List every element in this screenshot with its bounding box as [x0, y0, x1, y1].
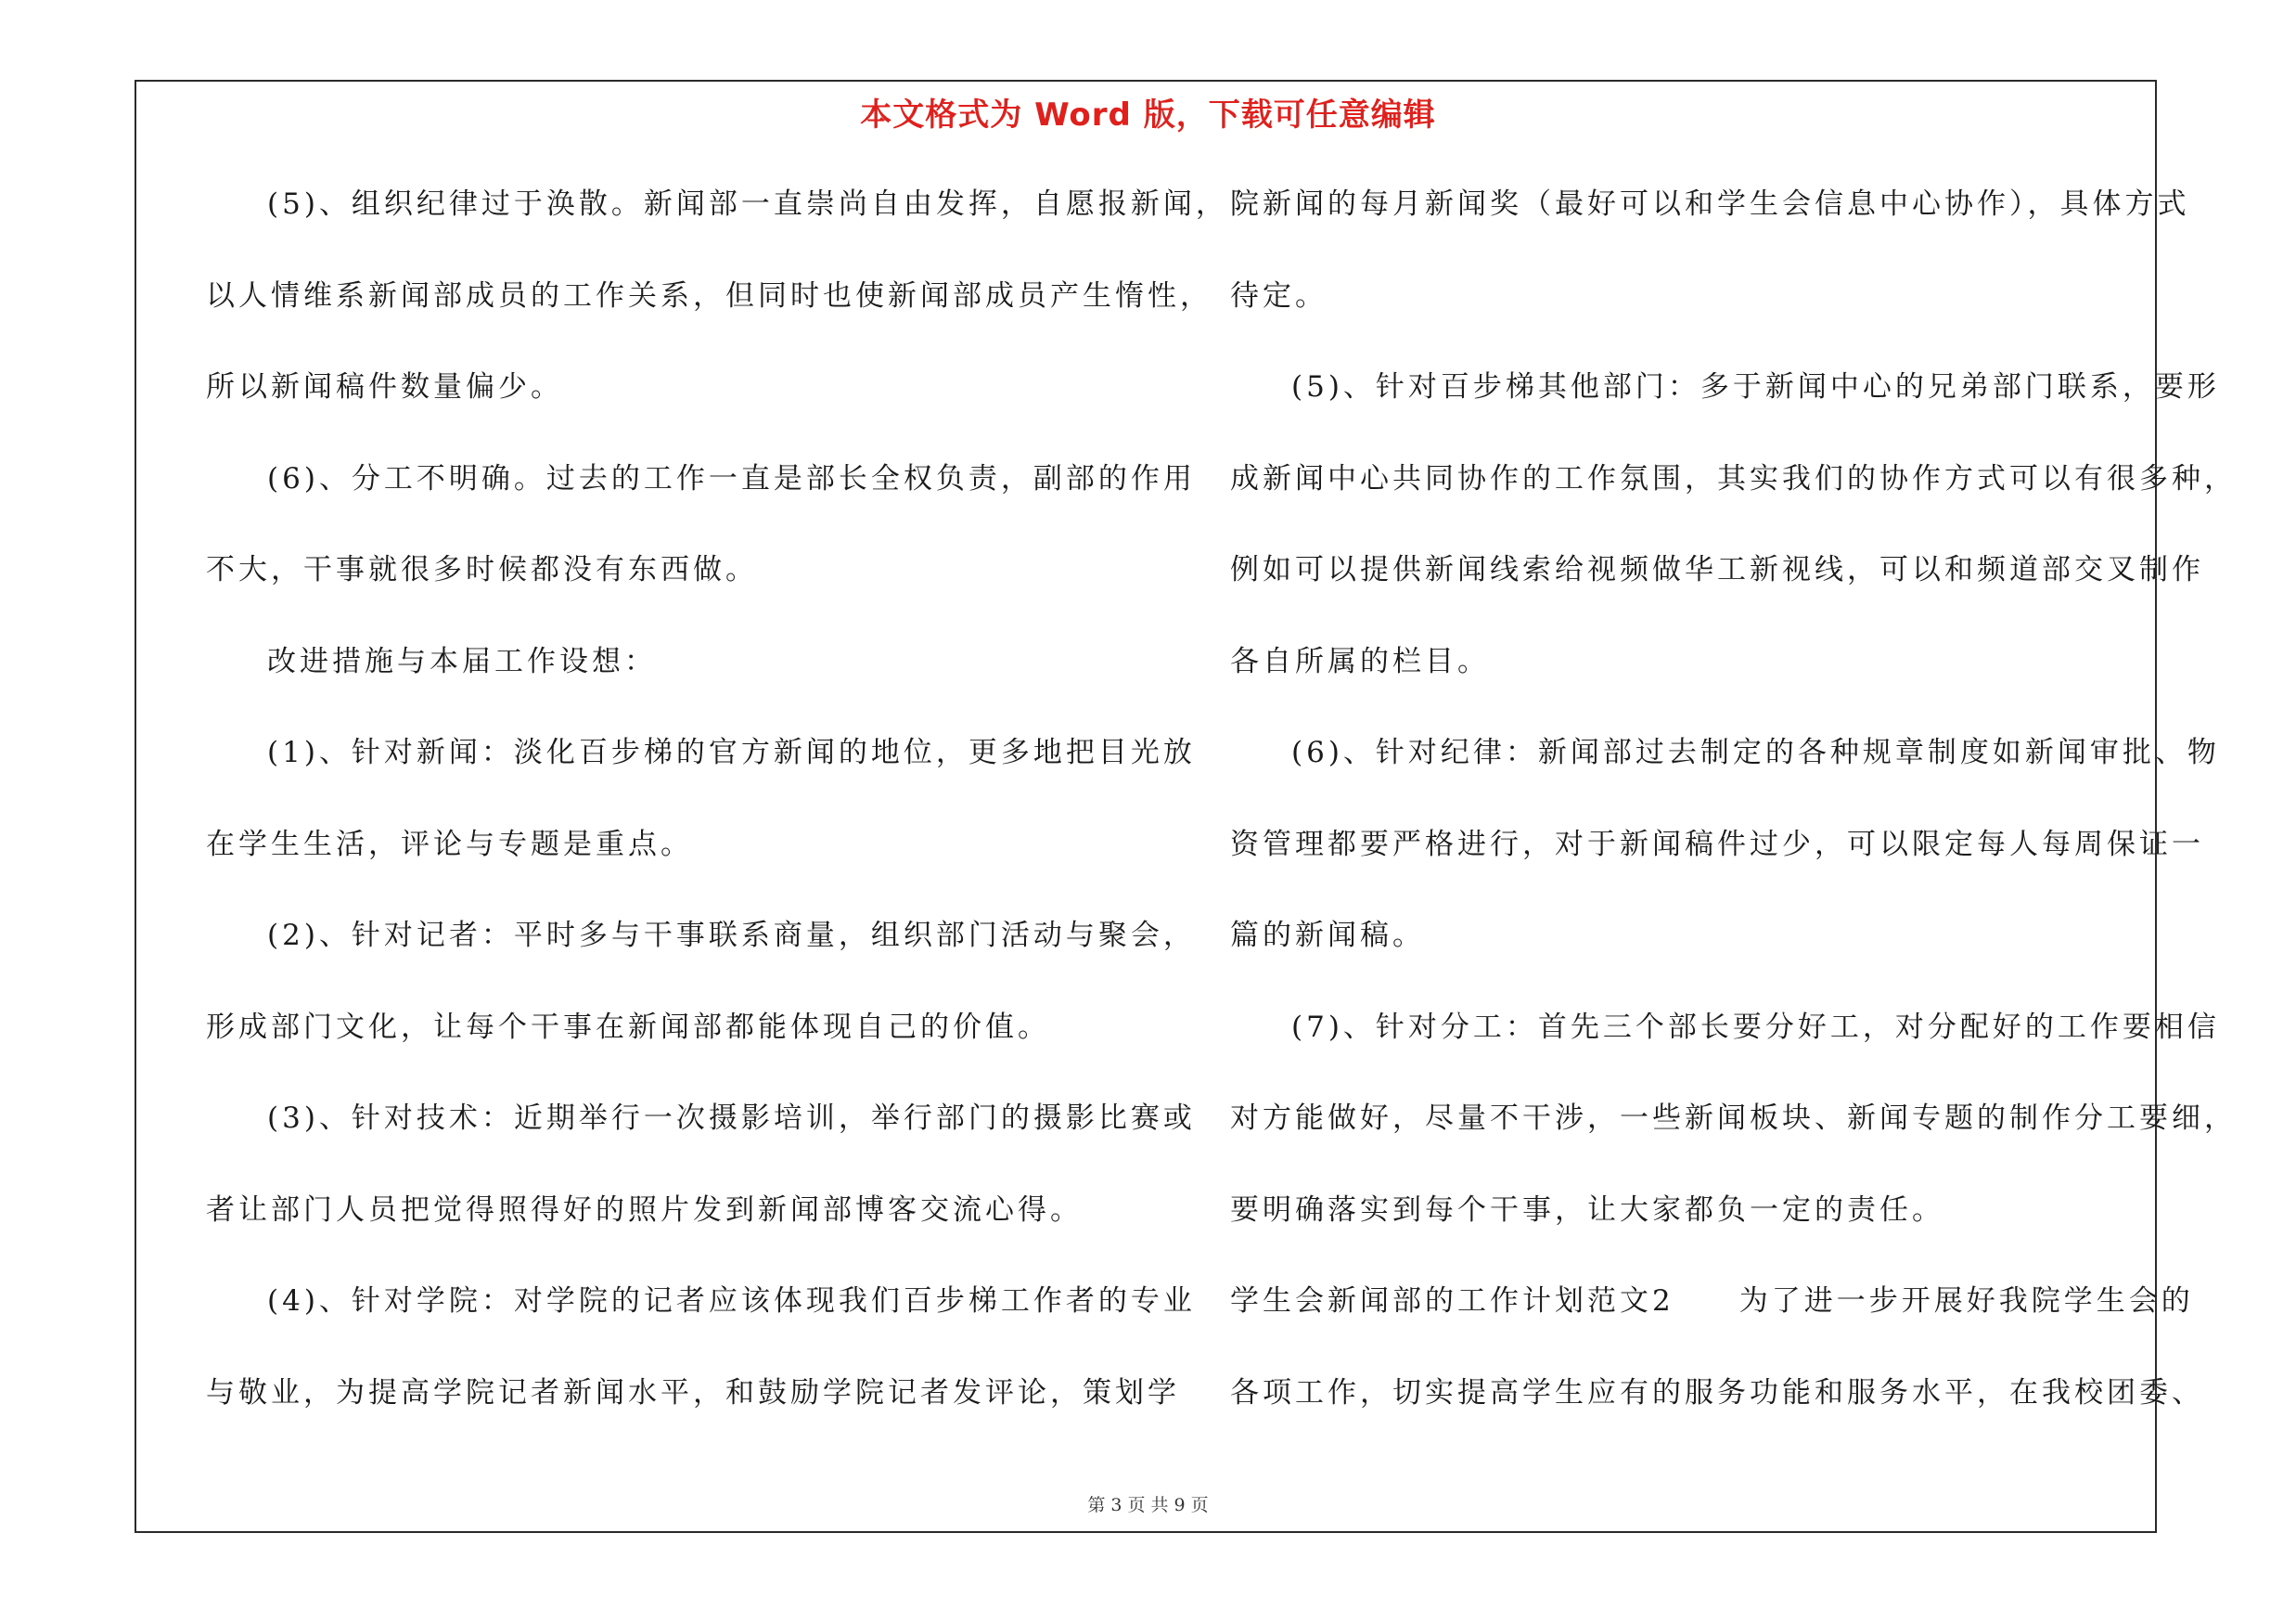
right-column-text-line: 要明确落实到每个干事，让大家都负一定的责任。	[1230, 1193, 1944, 1227]
page-number-footer: 第 3 页 共 9 页	[1087, 1495, 1209, 1515]
right-column-text-line: 资管理都要严格进行，对于新闻稿件过少，可以限定每人每周保证一	[1230, 828, 2204, 861]
right-column-text-line: 成新闻中心共同协作的工作氛围，其实我们的协作方式可以有很多种，	[1230, 462, 2237, 496]
format-notice-banner: 本文格式为 Word 版，下载可任意编辑	[860, 97, 1436, 134]
right-column-text-line: 篇的新闻稿。	[1230, 919, 1425, 952]
left-column-text-line: 改进措施与本届工作设想：	[267, 645, 657, 678]
left-column-text-line: (4)、针对学院：对学院的记者应该体现我们百步梯工作者的专业	[267, 1284, 1196, 1318]
left-column-text-line: (6)、分工不明确。过去的工作一直是部长全权负责，副部的作用	[267, 462, 1196, 496]
left-column-text-line: 不大，干事就很多时候都没有东西做。	[206, 553, 758, 586]
left-column-text-line: 与敬业，为提高学院记者新闻水平，和鼓励学院记者发评论，策划学	[206, 1376, 1180, 1410]
left-column-text-line: 所以新闻稿件数量偏少。	[206, 370, 563, 404]
right-column-text-line: (6)、针对纪律：新闻部过去制定的各种规章制度如新闻审批、物	[1291, 736, 2220, 769]
right-column-text-line: (7)、针对分工：首先三个部长要分好工，对分配好的工作要相信	[1291, 1011, 2220, 1044]
left-column-text-line: (2)、针对记者：平时多与干事联系商量，组织部门活动与聚会，	[267, 919, 1196, 952]
right-column-text-line: 学生会新闻部的工作计划范文2 为了进一步开展好我院学生会的	[1230, 1284, 2194, 1318]
left-column-text-line: 以人情维系新闻部成员的工作关系，但同时也使新闻部成员产生惰性，	[206, 279, 1212, 313]
left-column-text-line: 者让部门人员把觉得照得好的照片发到新闻部博客交流心得。	[206, 1193, 1083, 1227]
left-column-text-line: (1)、针对新闻：淡化百步梯的官方新闻的地位，更多地把目光放	[267, 736, 1196, 769]
left-column-text-line: (5)、组织纪律过于涣散。新闻部一直崇尚自由发挥，自愿报新闻，	[267, 187, 1228, 221]
right-column-text-line: 各自所属的栏目。	[1230, 645, 1490, 678]
right-column-text-line: 对方能做好，尽量不干涉，一些新闻板块、新闻专题的制作分工要细，	[1230, 1101, 2237, 1135]
right-column-text-line: 待定。	[1230, 279, 1328, 313]
right-column-text-line: 各项工作，切实提高学生应有的服务功能和服务水平，在我校团委、	[1230, 1376, 2204, 1410]
right-column-text-line: 院新闻的每月新闻奖（最好可以和学生会信息中心协作），具体方式	[1230, 187, 2190, 221]
left-column-text-line: 形成部门文化，让每个干事在新闻部都能体现自己的价值。	[206, 1011, 1050, 1044]
left-column-text-line: (3)、针对技术：近期举行一次摄影培训，举行部门的摄影比赛或	[267, 1101, 1196, 1135]
right-column-text-line: (5)、针对百步梯其他部门：多于新闻中心的兄弟部门联系，要形	[1291, 370, 2220, 404]
left-column-text-line: 在学生生活，评论与专题是重点。	[206, 828, 693, 861]
right-column-text-line: 例如可以提供新闻线索给视频做华工新视线，可以和频道部交叉制作	[1230, 553, 2204, 586]
